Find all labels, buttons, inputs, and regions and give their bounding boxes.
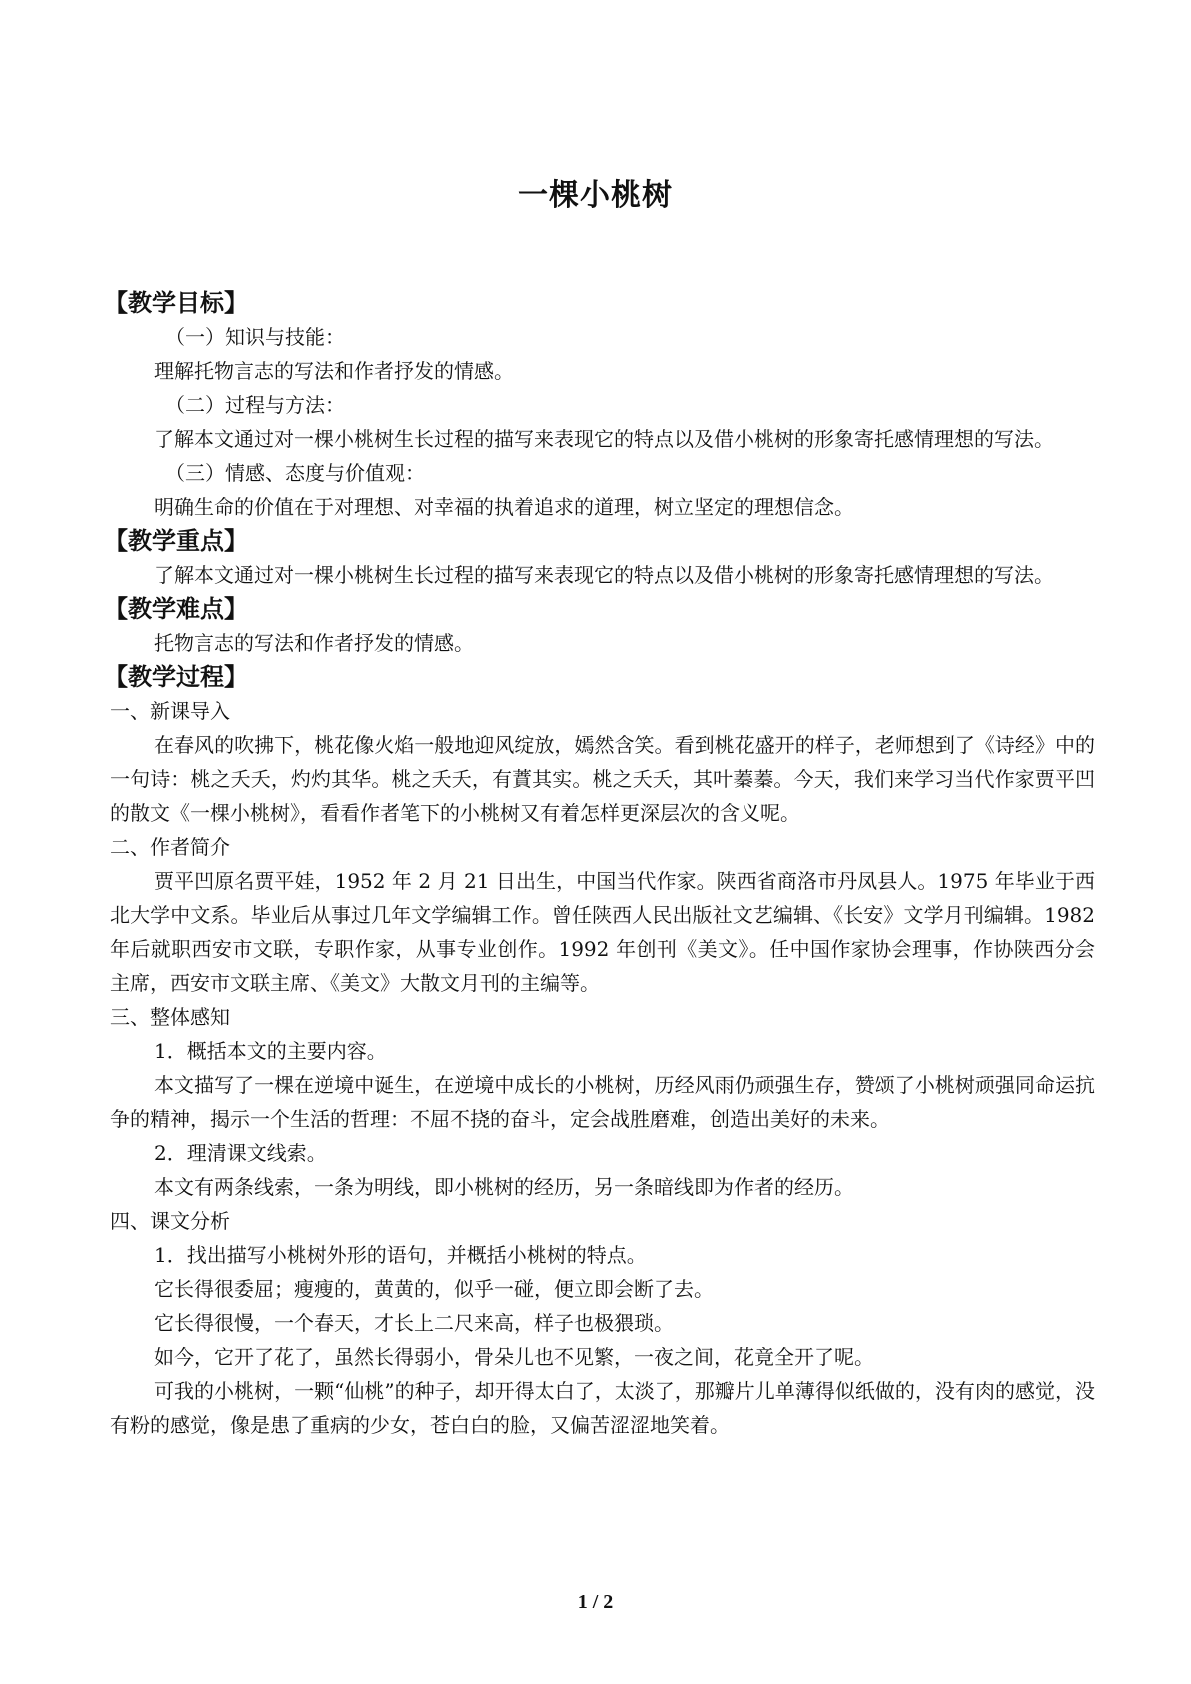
goals-paragraph: 明确生命的价值在于对理想、对幸福的执着追求的道理，树立坚定的理想信念。 [154, 495, 854, 519]
overview-answer: 本文描写了一棵在逆境中诞生，在逆境中成长的小桃树，历经风雨仍顽强生存，赞颂了小桃树顽强同命运抗争的精神，揭示一个生活的哲理：不屈不挠的奋斗，定会战胜磨难，创造出美好的未来。 [110, 1073, 1095, 1131]
overview-question: 2．理清课文线索。 [154, 1141, 327, 1165]
overview-answer: 本文有两条线索，一条为明线，即小桃树的经历，另一条暗线即为作者的经历。 [154, 1175, 854, 1199]
heading-teaching-goals: 【教学目标】 [104, 289, 248, 317]
page-title: 一棵小桃树 [518, 178, 673, 213]
goals-sub-process: （二）过程与方法： [165, 393, 345, 417]
section-title-intro: 一、新课导入 [110, 699, 230, 723]
heading-teaching-process: 【教学过程】 [104, 663, 248, 691]
document-body [104, 286, 1095, 1442]
page-number: 1 / 2 [577, 1591, 614, 1613]
heading-difficulty: 【教学难点】 [104, 595, 248, 623]
goals-paragraph: 理解托物言志的写法和作者抒发的情感。 [154, 359, 514, 383]
analysis-line: 如今，它开了花了，虽然长得弱小，骨朵儿也不见繁，一夜之间，花竟全开了呢。 [154, 1345, 874, 1369]
intro-paragraph: 在春风的吹拂下，桃花像火焰一般地迎风绽放，嫣然含笑。看到桃花盛开的样子，老师想到了《诗经》中的一句诗：桃之夭夭，灼灼其华。桃之夭夭，有蕡其实。桃之夭夭，其叶蓁蓁。今天，我们来学习当代作家贾平凹的散文《一棵小桃树》，看看作者笔下的小桃树又有着怎样更深层次的含义呢。 [110, 733, 1095, 825]
goals-sub-knowledge: （一）知识与技能： [165, 325, 345, 349]
section-title-analysis: 四、课文分析 [110, 1209, 230, 1233]
section-title-author: 二、作者简介 [110, 835, 230, 859]
overview-question: 1．概括本文的主要内容。 [154, 1039, 387, 1063]
goals-sub-values: （三）情感、态度与价值观： [165, 461, 425, 485]
heading-key-points: 【教学重点】 [104, 527, 248, 555]
analysis-line: 可我的小桃树，一颗“仙桃”的种子，却开得太白了，太淡了，那瓣片儿单薄得似纸做的，没有肉的感觉，没有粉的感觉，像是患了重病的少女，苍白白的脸，又偏苦涩涩地笑着。 [110, 1379, 1095, 1437]
key-points-paragraph: 了解本文通过对一棵小桃树生长过程的描写来表现它的特点以及借小桃树的形象寄托感情理想的写法。 [154, 563, 1054, 587]
goals-paragraph: 了解本文通过对一棵小桃树生长过程的描写来表现它的特点以及借小桃树的形象寄托感情理想的写法。 [154, 427, 1054, 451]
analysis-question: 1．找出描写小桃树外形的语句，并概括小桃树的特点。 [154, 1243, 647, 1267]
analysis-line: 它长得很慢，一个春天，才长上二尺来高，样子也极猥琐。 [154, 1311, 674, 1335]
author-paragraph: 贾平凹原名贾平娃，1952 年 2 月 21 日出生，中国当代作家。陕西省商洛市丹凤县人。1975 年毕业于西北大学中文系。毕业后从事过几年文学编辑工作。曾任陕西人民出版社文艺编辑、《长安》文学月刊编辑。1982 年后就职西安市文联，专职作家，从事专业创作。1992 年创刊《美文》。任中国作家协会理事，作协陕西分会主席，西安市文联主席、《美文》大散文月刊的主编等。 [110, 869, 1095, 995]
section-title-overview: 三、整体感知 [110, 1005, 230, 1029]
difficulty-paragraph: 托物言志的写法和作者抒发的情感。 [154, 631, 474, 655]
analysis-line: 它长得很委屈；瘦瘦的，黄黄的，似乎一碰，便立即会断了去。 [154, 1277, 714, 1301]
